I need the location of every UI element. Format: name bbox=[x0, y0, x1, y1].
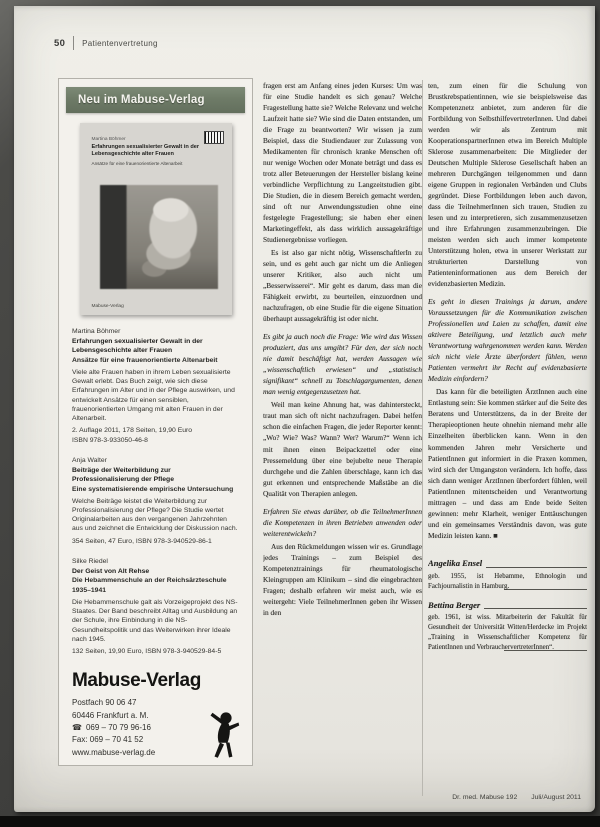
cover-title: Erfahrungen sexualisierter Gewalt in der Lebensgeschichte alter Frauen bbox=[91, 144, 200, 158]
cover-subtitle: Ansätze für eine frauenorientierte Altenarbeit bbox=[91, 160, 183, 166]
header-divider bbox=[73, 36, 74, 50]
article-column-1 bbox=[263, 80, 422, 816]
book-description: Welche Beiträge leistet die Weiterbildung zur Professionalisierung der Pflege? Die Studie wertet Originalarbeiten aus den vergangenen Jahrzehnten aus und zeichnet die Entwicklung der Diskussion nach. bbox=[72, 497, 238, 533]
book-description: Viele alte Frauen haben in ihrem Leben sexualisierte Gewalt erlebt. Das Buch zeigt, wie sich diese Erfahrungen im Alter und in der Pflege auswirken, und entwickelt Ansätze für einen sensiblen, frauenorientierten Umgang mit alten Frauen in der Altenarbeit. bbox=[72, 368, 235, 423]
publisher-address-2: 60446 Frankfurt a. M. bbox=[72, 710, 149, 720]
book-title: Beiträge der Weiterbildung zur Professionalisierung der Pflege bbox=[72, 467, 174, 484]
book-entry-3 bbox=[72, 557, 239, 656]
paragraph: fragen erst am Anfang eines jeden Kurses: Um was für eine Studie handelt es sich genau? Welche Fragestellung hatte sie? Welche Relevanz und welche Laufzeit hatte sie? Wie sind die Daten entstanden, um die Frage zu beantworten? Wir wissen ja zum Beispiel, dass die Studiendauer zur Zulassung von Medikamenten für chronisch kranke Menschen oft nur wenige Wochen oder Monate beträgt und dass es trotz aller Beteuerungen der Hersteller bislang keine verbindliche Verpflichtung zu Langzeitstudien gibt. Die Studien, die in diesem Bereich gemacht werden, sind oft nur Anwendungsstudien ohne eine festgelegte Fragestellung; sie haben eher einen Marketingeffekt, als dass wirklich aussagekräftige Studienergebnisse vorliegen. bbox=[263, 81, 422, 245]
paragraph: Aus den Rückmeldungen wissen wir es. Grundlage jedes Trainings – zum Beispiel des Kompetenztrainings für rheumatologische Kleingruppen am Klinikum – sind die eingebrachten Fragen; deshalb erfahren wir meist auch, wie es weitergeht: Viele TeilnehmerInnen geben ihr Wissen in den bbox=[263, 541, 422, 617]
book-meta bbox=[72, 426, 239, 444]
cover-imprint: Mabuse-Verlag bbox=[91, 304, 124, 309]
cover-author: Martina Böhmer bbox=[91, 137, 126, 142]
author-bio: geb. 1955, ist Hebamme, Ethnologin und Fachjournalistin in Hamburg. bbox=[428, 572, 587, 590]
book-subtitle: Ansätze für eine frauenorientierte Altenarbeit bbox=[72, 356, 218, 364]
section-title: Patientenvertretung bbox=[82, 38, 158, 48]
author-bio: geb. 1961, ist wiss. Mitarbeiterin der Fakultät für Gesundheit der Universität Witten/Herdecke im Projekt „Training in Wissenschaftlicher Kompetenz für PatientInnen und VerbrauchervertreterInnen“. bbox=[428, 614, 587, 652]
page-header bbox=[54, 36, 158, 50]
book-author: Silke Riedel bbox=[72, 557, 108, 565]
name-rule bbox=[486, 567, 587, 568]
book-title: Erfahrungen sexualisierter Gewalt in der Lebensgeschichte alter Frauen bbox=[72, 338, 203, 355]
publisher-phone: 069 – 70 79 96-16 bbox=[85, 723, 151, 733]
book-meta-line1: 2. Auflage 2011, 178 Seiten, 19,90 Euro bbox=[72, 427, 193, 435]
scanned-magazine-page bbox=[14, 6, 595, 812]
book-meta-line2: ISBN 978-3-933050-46-8 bbox=[72, 436, 148, 444]
publisher-website: www.mabuse-verlag.de bbox=[72, 747, 156, 757]
article-column-2 bbox=[428, 80, 587, 816]
interview-question: Erfahren Sie etwas darüber, ob die TeilnehmerInnen die Kompetenzen in ihren Betrieben anwenden oder weiterentwickeln? bbox=[263, 506, 422, 538]
paragraph: ten, zum einen für die Schulung von Brustkrebspatientinnen, wie sie beispielsweise das Kompetenznetz anbietet, zum anderen für die Fortbildung von SelbsthilfevertreterInnen. Und dabei werden wir als Zentrum mit KooperationspartnerInnen etwa im Bereich Multiple Sklerose zusammenarbeiten: Die Mitglieder der Deutschen Multiple Sklerose Gesellschaft haben an mehreren Durchgängen teilgenommen und dann eigene Gruppen in regionalen Verbänden und Clubs gegründet. Diese Fortbildungen leben auch davon, dass die TeilnehmerInnen sich trauen, Studien zu lesen und zu interpretieren, sich zusammenzusetzen und ihre Erfahrungen zusammenzubringen. Die meisten werden sich auch immer kompetente Unterstützung holen, etwa in unserer Werkstatt zur strukturierten Darstellung von Patienteninformationen aus dem Bereich der evidenzbasierten Medizin. bbox=[428, 81, 587, 289]
publisher-fax: Fax: 069 – 70 41 52 bbox=[72, 735, 144, 745]
publisher-contact-block bbox=[72, 670, 239, 759]
book-entry-1 bbox=[72, 327, 239, 445]
book-author: Anja Walter bbox=[72, 456, 107, 464]
cover-photo-elderly-woman bbox=[100, 185, 218, 289]
author-name-row bbox=[428, 557, 587, 570]
sidebar-title-bar: Neu im Mabuse-Verlag bbox=[66, 87, 245, 113]
book-entry-2 bbox=[72, 456, 239, 546]
author-bios bbox=[428, 557, 587, 652]
mascot-imp-icon bbox=[201, 709, 241, 763]
author-name: Angelika Ensel bbox=[428, 557, 483, 568]
issue-date: Juli/August 2011 bbox=[531, 794, 581, 801]
interview-question: Es geht in diesen Trainings ja darum, andere Voraussetzungen für die Kommunikation zwischen Professionellen und Laien zu schaffen, damit eine aktivere Beteiligung, und letztlich auch mehr Verantwortung wahrgenommen werden kann. Werden sich nicht viele Ärzte überfordert fühlen, wenn Patienten vermehrt ihr Recht auf evidenzbasierte Medizin einfordern? bbox=[428, 297, 587, 384]
interview-question: Es gibt ja auch noch die Frage: Wie wird das Wissen produziert, das uns umgibt? Für den, der sich noch nie damit beschäftigt hat, werden Aussagen wie „wissenschaftlich erwiesen“ und „statistisch signifikant“ schnell zu Totschlagargumenten, denen man wenig entgegenzusetzen hat. bbox=[263, 332, 422, 397]
phone-icon: ☎ bbox=[72, 723, 82, 733]
bio-trailing-rule bbox=[504, 589, 587, 590]
author-name: Bettina Berger bbox=[428, 599, 481, 610]
column-divider bbox=[422, 80, 423, 796]
book-subtitle: Eine systematisierende empirische Untersuchung bbox=[72, 485, 234, 493]
book-author: Martina Böhmer bbox=[72, 328, 121, 335]
journal-name: Dr. med. Mabuse 192 bbox=[452, 794, 518, 801]
author-name-row bbox=[428, 599, 587, 612]
page-number: 50 bbox=[54, 37, 66, 49]
paragraph: Weil man keine Ahnung hat, was dahintersteckt, traut man sich oft nicht nachzufragen. Dabei helfen schon die einfachen Fragen, die jeder Reporter kennt: „Wo? Wie? Was? Wann? Wer? Warum?“ Wenn ich mit ihnen einen Beipackzettel oder eine Pressemeldung über eine bejubelte neue Therapie durchgehe und die Zahlen überschlage, kann ich das gut erkennen und entsprechende Maßstäbe an die Qualität von Therapien anlegen. bbox=[263, 400, 422, 498]
paragraph: Das kann für die beteiligten ÄrztInnen auch eine Entlastung sein: Sie kommen stärker auf die Seite des Beratens und Unterstützens, da in der Breite der Therapieoptionen heute ohnehin niemand mehr alle Einzelheiten überblicken kann. Wenn in den kommenden Jahren mehr Versicherte und PatientInnen gut informiert in die Praxen kommen, wird sich der Umgangston verändern. Ich hoffe, dass sich dann weniger ÄrztInnen überfordert fühlen, weil PatientInnen mitentscheiden und Verantwortung mittragen – und dass am Ende beide Seiten gewinnen: mehr Klarheit, weniger Enttäuschungen und ein gemeinsames Verständnis davon, was gute Medizin leisten kann. ■ bbox=[428, 387, 587, 540]
publisher-advert-sidebar bbox=[58, 78, 253, 766]
book-title: Der Geist von Alt Rehse bbox=[72, 568, 150, 576]
book-cover bbox=[80, 123, 232, 315]
book-meta: 132 Seiten, 19,90 Euro, ISBN 978-3-940529-84-5 bbox=[72, 648, 222, 656]
barcode-icon bbox=[204, 131, 224, 144]
paragraph: Es ist also gar nicht nötig, WissenschaftlerIn zu sein, und es geht auch gar nicht um die Anliegen unserer Kritiker, also auch nicht um „Besserwisserei“. Mir geht es darum, dass man die Fähigkeit erwirbt, zu beurteilen, einzuordnen und nachzufragen, ob eine Studie für die eigene Situation überhaupt aussagekräftig ist oder nicht. bbox=[263, 248, 422, 324]
publisher-address-1: Postfach 90 06 47 bbox=[72, 698, 137, 708]
page-footer bbox=[452, 794, 581, 801]
book-description: Die Hebammenschule galt als Vorzeigeprojekt des NS-Staates. Der Band beschreibt Alltag und Ausbildung an der Schule, ihre Einbindung in die NS-Gesundheitspolitik und das Weiterwirken ihrer Ideale nach 1945. bbox=[72, 598, 238, 643]
name-rule bbox=[484, 608, 587, 609]
publisher-name: Mabuse-Verlag bbox=[72, 670, 201, 692]
scan-edge-bar bbox=[0, 816, 600, 827]
book-meta: 354 Seiten, 47 Euro, ISBN 978-3-940529-86-1 bbox=[72, 537, 212, 545]
book-subtitle: Die Hebammenschule an der Reichsärzteschule 1935–1941 bbox=[72, 577, 227, 594]
